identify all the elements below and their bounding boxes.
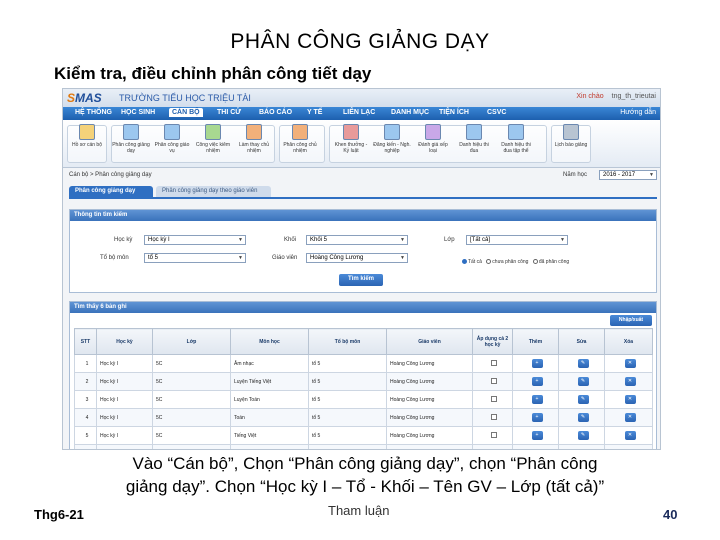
edit-icon[interactable]: ✎ <box>578 395 589 404</box>
footer-label: Tham luận <box>328 503 390 518</box>
cell-add <box>513 409 559 427</box>
toolbar-button-label: Danh hiệu thi đua <box>459 142 489 154</box>
column-header: STT <box>75 329 97 355</box>
profile-icon <box>79 124 95 140</box>
nav-item[interactable]: BÁO CÁO <box>259 109 293 116</box>
toolbar <box>63 120 661 168</box>
evaluate-icon <box>425 124 441 140</box>
toolbar-button[interactable] <box>235 124 273 154</box>
semester-select[interactable]: Học kỳ I ▼ <box>144 235 246 245</box>
cell-semester: Học kỳ I <box>97 355 153 373</box>
toolbar-button[interactable] <box>455 124 493 154</box>
table-row <box>75 445 653 451</box>
tab-assign-teaching[interactable]: Phân công giảng dạy <box>69 186 153 198</box>
delete-icon[interactable]: ✕ <box>625 377 636 386</box>
class-label: Lớp <box>444 237 455 243</box>
both-semesters-checkbox[interactable] <box>491 396 497 402</box>
nav-item[interactable]: Y TẾ <box>307 109 323 116</box>
user-name: tng_th_trieutai <box>611 93 656 100</box>
edit-icon[interactable]: ✎ <box>578 413 589 422</box>
delete-icon[interactable]: ✕ <box>625 359 636 368</box>
teacher-select[interactable]: Hoàng Công Lương ▼ <box>306 253 408 263</box>
title-icon <box>466 124 482 140</box>
cell-teacher: Hoàng Công Lương <box>387 409 473 427</box>
edit-icon[interactable] <box>578 449 589 450</box>
results-title: Tìm thấy 6 bản ghi <box>70 302 656 313</box>
results-panel <box>69 301 657 450</box>
toolbar-button-label: Phân công chủ nhiệm <box>283 142 317 154</box>
cell-delete <box>605 391 653 409</box>
app-logo[interactable]: SMAS <box>67 91 102 105</box>
cell-subject <box>231 445 309 451</box>
cell-dept: tổ 5 <box>309 427 387 445</box>
column-header: Tổ bộ môn <box>309 329 387 355</box>
main-nav <box>63 107 661 120</box>
page-number: 40 <box>663 507 678 522</box>
group-title-icon <box>508 124 524 140</box>
column-header: Áp dụng cả 2 học kỳ <box>473 329 513 355</box>
semester-label: Học kỳ <box>114 237 133 243</box>
cell-semester: Học kỳ I <box>97 427 153 445</box>
cell-both-semesters <box>473 355 513 373</box>
column-header: Giáo viên <box>387 329 473 355</box>
cell-edit <box>559 445 605 451</box>
nav-item[interactable]: HỆ THỐNG <box>75 109 112 116</box>
instruction-caption <box>60 452 670 498</box>
cell-teacher <box>387 445 473 451</box>
radio-unassigned[interactable] <box>486 259 491 264</box>
column-header: Sửa <box>559 329 605 355</box>
add-icon[interactable]: + <box>532 431 543 440</box>
cell-stt: 4 <box>75 409 97 427</box>
cell-stt <box>75 445 97 451</box>
cell-add <box>513 373 559 391</box>
toolbar-button[interactable] <box>194 124 232 154</box>
class-select[interactable]: [Tất cả] ▼ <box>466 235 568 245</box>
cell-both-semesters <box>473 427 513 445</box>
cell-edit <box>559 373 605 391</box>
both-semesters-checkbox[interactable] <box>491 378 497 384</box>
cell-add <box>513 427 559 445</box>
toolbar-button-label: Đánh giá xếp loại <box>418 142 448 154</box>
slide-subtitle: Kiểm tra, điều chỉnh phân công tiết dạy <box>54 64 372 83</box>
caption-line-1: Vào “Cán bộ”, Chọn “Phân công giảng dạy”, chọn “Phân công <box>132 454 598 473</box>
cell-both-semesters <box>473 445 513 451</box>
cell-semester: Học kỳ I <box>97 391 153 409</box>
toolbar-button-label: Khen thưởng - Kỷ luật <box>334 142 368 154</box>
cell-semester: Học kỳ I <box>97 373 153 391</box>
cell-class: 5C <box>153 391 231 409</box>
edit-icon[interactable]: ✎ <box>578 377 589 386</box>
toolbar-button[interactable] <box>153 124 191 154</box>
nav-item[interactable]: THI CỬ <box>217 109 242 116</box>
nav-item[interactable]: TIỆN ÍCH <box>439 109 469 116</box>
toolbar-button[interactable] <box>281 124 319 154</box>
cell-dept: tổ 5 <box>309 409 387 427</box>
toolbar-button[interactable] <box>68 124 106 148</box>
cell-add <box>513 445 559 451</box>
cell-semester: Học kỳ I <box>97 409 153 427</box>
cell-edit <box>559 355 605 373</box>
toolbar-button[interactable] <box>112 124 150 154</box>
cell-both-semesters <box>473 373 513 391</box>
toolbar-button[interactable] <box>497 124 535 154</box>
toolbar-button[interactable] <box>332 124 370 154</box>
cell-class: 5C <box>153 355 231 373</box>
add-icon[interactable]: + <box>532 395 543 404</box>
edit-icon[interactable]: ✎ <box>578 359 589 368</box>
toolbar-button[interactable] <box>373 124 411 154</box>
toolbar-button[interactable] <box>414 124 452 154</box>
nav-item[interactable]: HỌC SINH <box>121 109 156 116</box>
cell-teacher: Hoàng Công Lương <box>387 373 473 391</box>
cell-both-semesters <box>473 391 513 409</box>
table-row <box>75 355 653 373</box>
cell-dept: tổ 5 <box>309 391 387 409</box>
column-header: Lớp <box>153 329 231 355</box>
app-screenshot <box>62 88 661 450</box>
caption-line-2: giảng dạy”. Chọn “Học kỳ I – Tổ - Khối – Tên GV – Lớp (tất cả)” <box>125 477 605 496</box>
cell-stt: 1 <box>75 355 97 373</box>
radio-all-label: Tất cả <box>468 259 482 265</box>
year-select[interactable]: 2016 - 2017 ▼ <box>599 170 657 180</box>
add-icon[interactable] <box>532 449 543 450</box>
cell-stt: 2 <box>75 373 97 391</box>
table-row <box>75 391 653 409</box>
cell-subject: Luyện Toán <box>231 391 309 409</box>
cell-teacher: Hoàng Công Lương <box>387 427 473 445</box>
delete-icon[interactable]: ✕ <box>625 395 636 404</box>
nav-item[interactable]: LIÊN LẠC <box>343 109 376 116</box>
column-header: Xóa <box>605 329 653 355</box>
cell-class <box>153 445 231 451</box>
substitute-icon <box>246 124 262 140</box>
column-header: Thêm <box>513 329 559 355</box>
search-panel <box>69 209 657 293</box>
schedule-icon <box>563 124 579 140</box>
cell-class: 5C <box>153 427 231 445</box>
cell-stt: 5 <box>75 427 97 445</box>
tab-assign-by-teacher[interactable]: Phân công giảng dạy theo giáo viên <box>156 186 271 198</box>
cell-edit <box>559 409 605 427</box>
delete-icon[interactable]: ✕ <box>625 413 636 422</box>
both-semesters-checkbox[interactable] <box>491 360 497 366</box>
assign-teaching-icon <box>123 124 139 140</box>
toolbar-button-label: Làm thay chủ nhiệm <box>238 142 270 154</box>
toolbar-button-label: Lịch báo giảng <box>554 142 588 148</box>
cell-delete <box>605 427 653 445</box>
cell-delete <box>605 445 653 451</box>
reward-icon <box>343 124 359 140</box>
toolbar-button-label: Hồ sơ cán bộ <box>72 142 102 148</box>
table-row <box>75 409 653 427</box>
both-semesters-checkbox[interactable] <box>491 432 497 438</box>
cell-class: 5C <box>153 373 231 391</box>
cell-stt: 3 <box>75 391 97 409</box>
table-row <box>75 373 653 391</box>
teacher-label: Giáo viên <box>272 255 298 261</box>
assignment-table <box>74 328 653 450</box>
cell-dept <box>309 445 387 451</box>
register-icon <box>384 124 400 140</box>
nav-item[interactable]: CÁN BỘ <box>169 108 203 117</box>
delete-icon[interactable]: ✕ <box>625 431 636 440</box>
user-info[interactable] <box>576 93 656 100</box>
school-name: TRƯỜNG TIỂU HỌC TRIỆU TÀI <box>119 93 251 103</box>
cell-subject: Luyện Tiếng Việt <box>231 373 309 391</box>
add-icon[interactable]: + <box>532 377 543 386</box>
column-header: Môn học <box>231 329 309 355</box>
cell-teacher: Hoàng Công Lương <box>387 355 473 373</box>
toolbar-button-label: Đăng kiến - Ngh. nghiệp <box>373 142 411 154</box>
both-semesters-checkbox[interactable] <box>491 414 497 420</box>
cell-class: 5C <box>153 409 231 427</box>
toolbar-button-label: Công việc kiêm nhiệm <box>195 142 231 154</box>
cell-semester <box>97 445 153 451</box>
app-header <box>63 89 661 107</box>
edit-icon[interactable]: ✎ <box>578 431 589 440</box>
cell-both-semesters <box>473 409 513 427</box>
radio-assigned[interactable] <box>533 259 538 264</box>
import-export-button[interactable]: Nhập/xuất <box>610 315 652 326</box>
side-job-icon <box>205 124 221 140</box>
breadcrumb: Cán bộ > Phân công giảng dạy <box>69 172 152 178</box>
column-header: Học kỳ <box>97 329 153 355</box>
add-icon[interactable]: + <box>532 413 543 422</box>
assignment-filter <box>462 259 569 265</box>
cell-subject: Toán <box>231 409 309 427</box>
cell-teacher: Hoàng Công Lương <box>387 391 473 409</box>
cell-delete <box>605 373 653 391</box>
toolbar-button-label: Phân công giáo vụ <box>154 142 190 154</box>
grade-select[interactable]: Khối 5 ▼ <box>306 235 408 245</box>
cell-delete <box>605 409 653 427</box>
cell-dept: tổ 5 <box>309 355 387 373</box>
search-button[interactable]: Tìm kiếm <box>339 274 383 286</box>
cell-add <box>513 391 559 409</box>
both-semesters-checkbox[interactable] <box>491 450 497 451</box>
radio-unassigned-label: chưa phân công <box>492 259 529 265</box>
table-row <box>75 427 653 445</box>
cell-add <box>513 355 559 373</box>
department-label: Tổ bộ môn <box>100 255 129 261</box>
cell-subject: Âm nhạc <box>231 355 309 373</box>
footer-date: Thg6-21 <box>34 507 84 522</box>
cell-edit <box>559 391 605 409</box>
slide-title: PHÂN CÔNG GIẢNG DẠY <box>230 30 490 53</box>
radio-assigned-label: đã phân công <box>538 259 570 265</box>
cell-subject: Tiếng Việt <box>231 427 309 445</box>
table-header <box>75 329 653 355</box>
tab-underline <box>69 197 657 199</box>
cell-delete <box>605 355 653 373</box>
grade-label: Khối <box>284 237 297 243</box>
homeroom-icon <box>292 124 308 140</box>
toolbar-button-label: Danh hiệu thi đua tập thể <box>501 142 531 154</box>
department-select[interactable]: tổ 5 ▼ <box>144 253 246 263</box>
nav-item[interactable]: DANH MỤC <box>391 109 430 116</box>
toolbar-button-label: Phân công giảng dạy <box>112 142 150 154</box>
cell-dept: tổ 5 <box>309 373 387 391</box>
help-link[interactable]: Hướng dẫn <box>620 109 656 116</box>
year-label: Năm học <box>563 172 588 178</box>
search-panel-title: Thông tin tìm kiếm <box>70 210 656 221</box>
toolbar-button[interactable] <box>552 124 590 148</box>
user-greeting: Xin chào <box>576 93 604 100</box>
nav-item[interactable]: CSVC <box>487 109 507 116</box>
add-icon[interactable]: + <box>532 359 543 368</box>
cell-edit <box>559 427 605 445</box>
delete-icon[interactable] <box>625 449 636 450</box>
assign-academic-icon <box>164 124 180 140</box>
radio-all[interactable] <box>462 259 467 264</box>
